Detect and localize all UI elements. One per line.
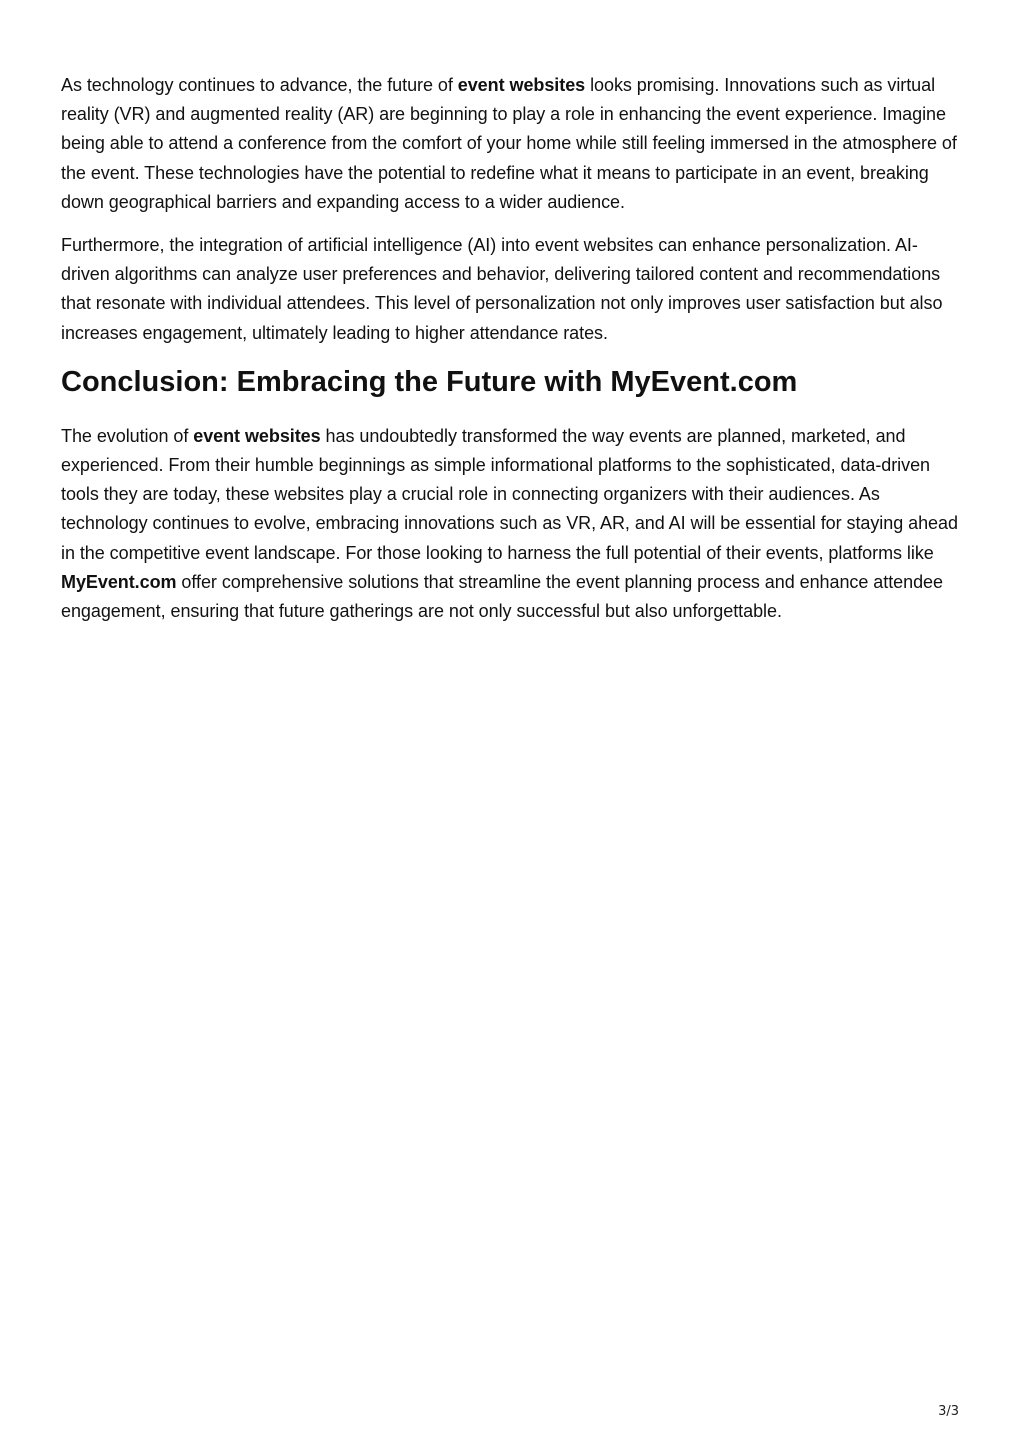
document-page [61, 71, 966, 640]
paragraph-1-text-c: looks promising. Innovations such as virtual reality (VR) and augmented reality (AR) are beginning to play a role in enhancing the event experience. Imagine being able to attend a conference from the comfort of your home while still feeling immersed in the atmosphere of the event. These technologies have the potential to redefine what it means to participate in an event, breaking down geographical barriers and expanding access to a wider audience. [61, 75, 957, 212]
paragraph-2-text: Furthermore, the integration of artificial intelligence (AI) into event websites can enhance personalization. AI-driven algorithms can analyze user preferences and behavior, delivering tailored content and recommendations that resonate with individual attendees. This level of personalization not only improves user satisfaction but also increases engagement, ultimately leading to higher attendance rates. [61, 235, 943, 343]
paragraph-future-of-event-websites [61, 71, 966, 217]
page-number: 3/3 [938, 1404, 959, 1419]
paragraph-1-bold-event-websites: event websites [457, 75, 586, 95]
paragraph-3-bold-myevent: MyEvent.com [61, 571, 177, 592]
paragraph-3-bold-event-websites: event websites [193, 425, 321, 446]
section-heading-conclusion: Conclusion: Embracing the Future with MyEvent.com [61, 365, 798, 398]
paragraph-3-text-e: offer comprehensive solutions that streamline the event planning process and enhance attendee engagement, ensuring that future gatherings are not only successful but also unforgettable. [61, 571, 943, 622]
paragraph-3-text-a: The evolution of [61, 425, 194, 446]
paragraph-ai-personalization [61, 231, 966, 348]
paragraph-1-text-a: As technology continues to advance, the future of [61, 75, 458, 95]
paragraph-3-text-c: has undoubtedly transformed the way events are planned, marketed, and experienced. From their humble beginnings as simple informational platforms to the sophisticated, data-driven tools they are today, these websites play a crucial role in connecting organizers with their audiences. As technology continues to evolve, embracing innovations such as VR, AR, and AI will be essential for staying ahead in the competitive event landscape. For those looking to harness the full potential of their events, platforms like [61, 425, 958, 563]
paragraph-conclusion [61, 422, 966, 626]
